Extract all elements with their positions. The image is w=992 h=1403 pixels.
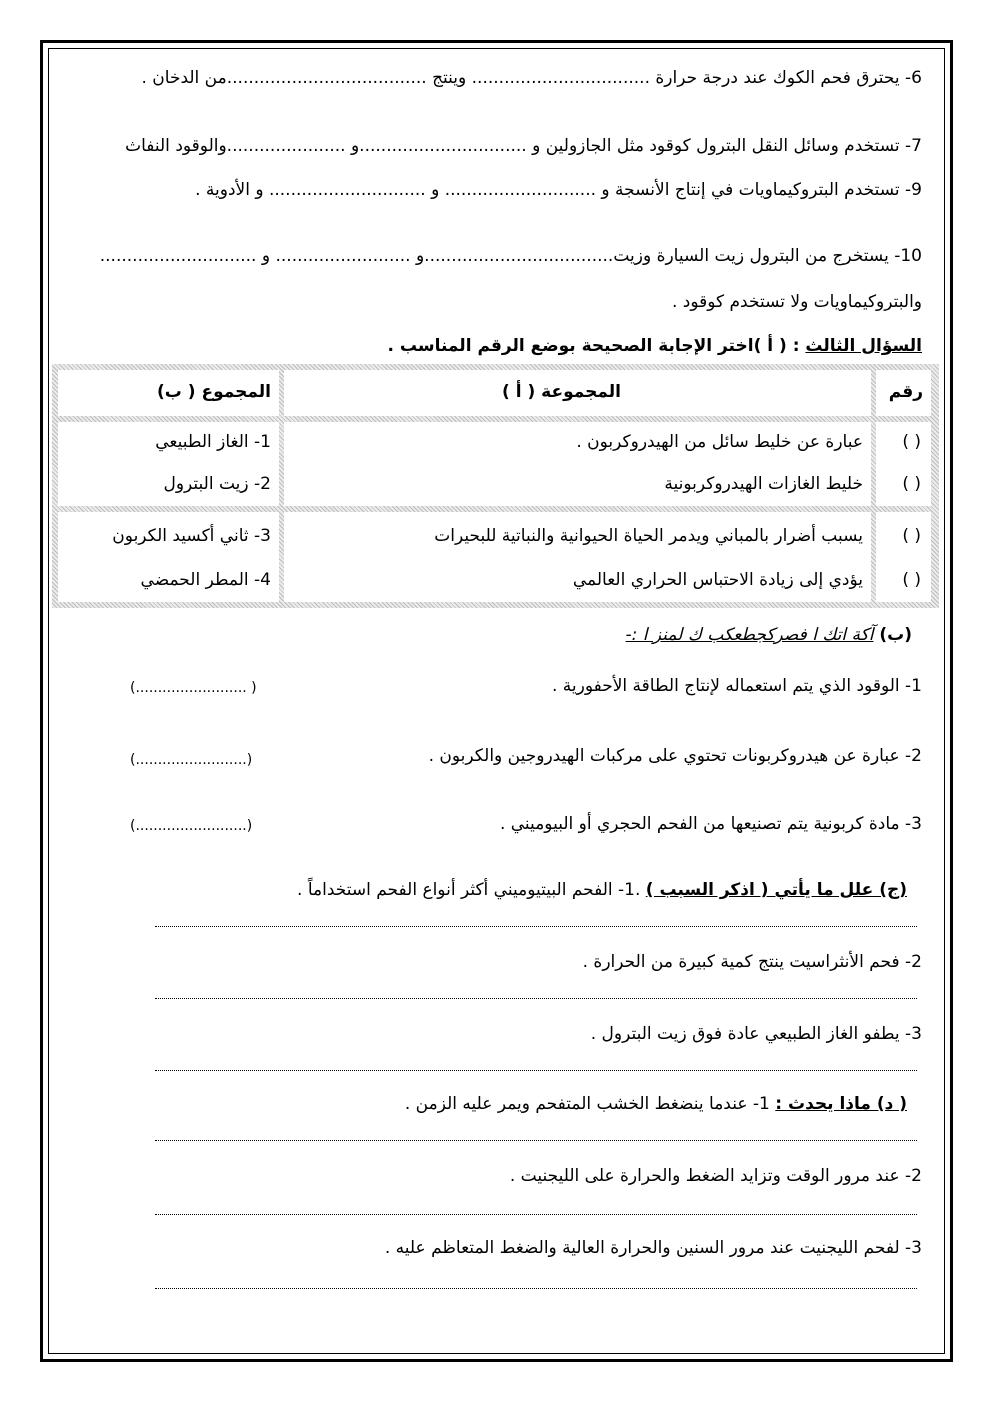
group-a-item-4: يؤدي إلى زيادة الاحتباس الحراري العالمي [572, 570, 863, 590]
question-9: 9- تستخدم البتروكيماويات في إنتاج الأنسجة و ............................ و ............................. و الأدوية . [195, 180, 922, 200]
answer-line-d2[interactable] [155, 1214, 917, 1215]
section-b-item-1: 1- الوقود الذي يتم استعماله لإنتاج الطاقة الأحفورية . [551, 676, 922, 696]
question-6: 6- يحترق فحم الكوك عند درجة حرارة ................................. وينتج .....................................من الدخان . [141, 68, 922, 88]
section-b-heading [626, 625, 912, 645]
section-c-label: (ج) علل ما يأتي ( اذكر السبب ) [645, 880, 907, 900]
group-b-item-1: 1- الغاز الطبيعي [155, 432, 271, 452]
section-d-item-2: 2- عند مرور الوقت وتزايد الضغط والحرارة على الليجنيت . [509, 1166, 922, 1186]
answer-slot-4[interactable]: ( ) [902, 570, 921, 590]
question-10: 10- يستخرج من البترول زيت السيارة وزيت...................................و ......................... و ............................. [99, 246, 922, 266]
question-10-continued: والبتروكيماويات ولا تستخدم كوقود . [671, 292, 922, 312]
group-a-item-3: يسبب أضرار بالمباني ويدمر الحياة الحيوانية والنباتية للبحيرات [434, 526, 863, 546]
page-border-inner [48, 48, 945, 1354]
section-b-answer-1[interactable]: (......................... ) [130, 680, 257, 696]
group-b-item-2: 2- زيت البترول [163, 474, 271, 494]
section-d-item-1: 1- عندما ينضغط الخشب المتفحم ويمر عليه الزمن . [404, 1094, 770, 1114]
answer-line-d3[interactable] [155, 1288, 917, 1289]
section-b-item-2: 2- عبارة عن هيدروكربونات تحتوي على مركبات الهيدروجين والكربون . [428, 746, 922, 766]
matching-table [52, 364, 939, 608]
group-a-item-1: عبارة عن خليط سائل من الهيدروكربون . [576, 432, 863, 452]
section-b-answer-3[interactable]: (.........................) [130, 818, 253, 834]
header-group-a: المجموعة ( أ ) [502, 382, 621, 402]
section-c-heading [297, 880, 907, 900]
header-group-b: المجموع ( ب) [157, 382, 271, 402]
question-7: 7- تستخدم وسائل النقل البترول كوقود مثل الجازولين و ...............................و ......................والوقود النفاث [125, 136, 922, 156]
section-b-item-3: 3- مادة كربونية يتم تصنيعها من الفحم الحجري أو البيوميني . [499, 814, 922, 834]
section-d-label: ( د) ماذا يحدث : [775, 1094, 907, 1114]
answer-line-d1[interactable] [155, 1140, 917, 1141]
question-3-heading: السؤال الثالث : ( أ )اختر الإجابة الصحيحة بوضع الرقم المناسب . [387, 336, 922, 356]
group-b-item-4: 4- المطر الحمضي [140, 570, 271, 590]
section-c-item-2: 2- فحم الأنثراسيت ينتج كمية كبيرة من الحرارة . [582, 952, 922, 972]
answer-slot-1[interactable]: ( ) [902, 432, 921, 452]
answer-slot-2[interactable]: ( ) [902, 474, 921, 494]
question-3-instruction: ( أ )اختر الإجابة الصحيحة بوضع الرقم المناسب . [387, 336, 787, 356]
group-a-item-2: خليط الغازات الهيدروكربونية [664, 474, 863, 494]
section-c-item-1: .1- الفحم البيتيوميني أكثر أنواع الفحم استخداماً . [297, 880, 641, 900]
section-b-label: (ب) [879, 625, 912, 645]
answer-line-c2[interactable] [155, 998, 917, 999]
group-b-item-3: 3- ثاني أكسيد الكربون [112, 526, 271, 546]
section-b-garbled-title: آكة اتك ا فصركجطعكب ك لمنز ا :- [625, 625, 874, 645]
question-3-label: السؤال الثالث [805, 336, 922, 356]
answer-line-c1[interactable] [155, 926, 917, 927]
section-c-item-3: 3- يطفو الغاز الطبيعي عادة فوق زيت البترول . [590, 1024, 922, 1044]
section-d-heading [405, 1094, 907, 1114]
answer-line-c3[interactable] [155, 1070, 917, 1071]
header-number: رقم [888, 382, 923, 402]
section-b-answer-2[interactable]: (.........................) [130, 752, 253, 768]
answer-slot-3[interactable]: ( ) [902, 526, 921, 546]
section-d-item-3: 3- لفحم الليجنيت عند مرور السنين والحرارة العالية والضغط المتعاظم عليه . [384, 1238, 922, 1258]
